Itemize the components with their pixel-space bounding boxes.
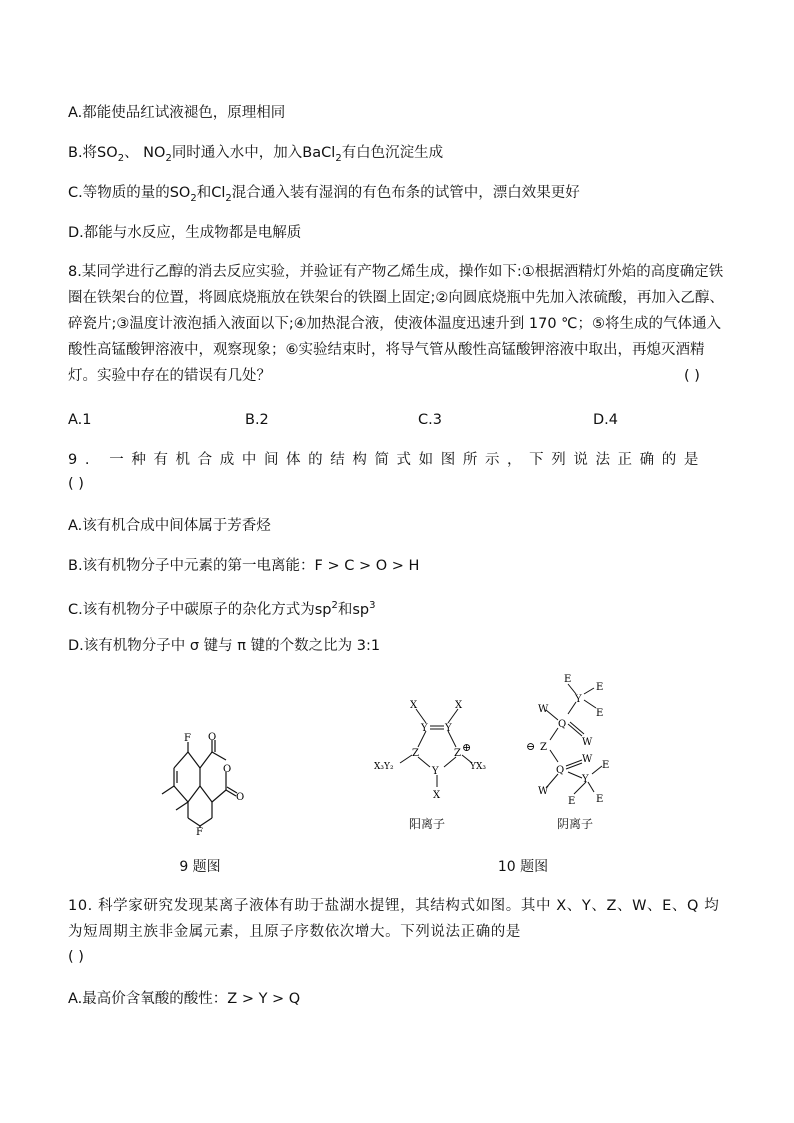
q9-option-b: B.该有机物分子中元素的第一电离能：F > C > O > H — [68, 558, 420, 574]
cation-atom-y3: Y — [432, 766, 439, 777]
figure-10-caption: 10 题图 — [497, 859, 549, 875]
fig9-atom-f-bottom: F — [196, 827, 203, 835]
anion-atom-e4: E — [602, 760, 610, 771]
fig9-atom-o1: O — [208, 732, 217, 743]
anion-atom-z: Z — [540, 742, 547, 753]
q10-stem: 10. 科学家研究发现某离子液体有助于盐湖水提锂，其结构式如图。其中 X、Y、Z、W、E、Q 均为短周期主族非金属元素，且原子序数依次增大。下列说法正确的是 — [68, 898, 720, 940]
cation-atom-z1: Z — [412, 748, 419, 759]
cation-atom-x3: X — [433, 790, 441, 801]
q7-option-c: C.等物质的量的$SO_2$和$Cl_2$混合通入装有湿润的有色布条的试管中，漂白效果更好 — [68, 185, 580, 204]
figure-10-cation — [370, 695, 500, 825]
anion-atom-w2: W — [582, 737, 593, 748]
cation-atom-x1: X — [410, 700, 418, 711]
q8-option-c: C.3 — [418, 412, 442, 428]
fig9-atom-o2: O — [223, 764, 232, 775]
fig9-atom-o3: O — [236, 792, 245, 803]
q9-option-d: D.该有机物分子中 σ 键与 π 键的个数之比为 3:1 — [68, 638, 381, 654]
cation-atom-y2: Y — [445, 723, 452, 734]
q9-answer-paren: ( ) — [68, 476, 84, 492]
q8-stem: 8.某同学进行乙醇的消去反应实验，并验证有产物乙烯生成，操作如下:①根据酒精灯外焰的高度确定铁圈在铁架台的位置，将圆底烧瓶放在铁架台的铁圈上固定;②向圆底烧瓶中先加入浓硫酸，再加入乙醇、碎瓷片;③温度计液泡插入液面以下;④加热混合液，使液体温度迅速升到 170 ℃；⑤将生成的气体通入酸性高锰酸钾溶液中，观察现象；⑥实验结束时，将导气管从酸性高锰酸钾溶液中取出，再熄灭酒精灯。实验中存在的错误有几处？ — [68, 264, 724, 384]
cation-atom-x2: X — [455, 700, 463, 711]
cation-label: 阳离子 — [408, 817, 445, 831]
cation-right-substituent: YX₃ — [470, 762, 486, 772]
anion-atom-q2: Q — [556, 765, 565, 776]
q8-option-b: B.2 — [245, 412, 269, 428]
anion-minus-icon: ⊖ — [526, 740, 536, 753]
anion-atom-y1: Y — [575, 694, 582, 705]
q7-option-a: A.都能使品红试液褪色，原理相同 — [68, 105, 286, 121]
anion-atom-w3: W — [582, 754, 593, 765]
q9-option-a: A.该有机合成中间体属于芳香烃 — [68, 518, 271, 534]
anion-atom-e1: E — [564, 674, 572, 685]
q8-answer-paren: ( ) — [684, 368, 700, 384]
q8-option-d: D.4 — [593, 412, 618, 428]
figure-9-caption: 9 题图 — [179, 859, 221, 875]
cation-atom-y1: Y — [421, 723, 428, 734]
cation-left-substituent: X₃Y₂ — [374, 762, 394, 772]
anion-atom-e6: E — [568, 796, 576, 807]
anion-atom-e5: E — [596, 794, 604, 805]
anion-atom-w4: W — [538, 786, 549, 797]
cation-plus-icon: ⊕ — [462, 741, 472, 754]
q7-option-b: B.将$SO_2$、 $NO_2$同时通入水中，加入BaCl$_2$有白色沉淀生成 — [68, 145, 444, 164]
q9-option-c: C.该有机物分子中碳原子的杂化方式为$sp^2$和$sp^3$ — [68, 600, 376, 618]
figure-10-anion — [520, 670, 630, 810]
anion-atom-e2: E — [596, 682, 604, 693]
cation-atom-z2: Z — [454, 748, 461, 759]
anion-atom-w1: W — [538, 704, 549, 715]
fig9-atom-f-top: F — [184, 733, 191, 744]
q8-option-a: A.1 — [68, 412, 92, 428]
anion-label: 阴离子 — [556, 817, 593, 831]
figure-9-structure — [150, 730, 260, 835]
q10-answer-paren: ( ) — [68, 949, 84, 965]
anion-atom-y2: Y — [582, 774, 589, 785]
q10-option-a: A.最高价含氧酸的酸性：Z > Y > Q — [68, 991, 301, 1007]
anion-atom-q1: Q — [558, 719, 567, 730]
q7-option-d: D.都能与水反应，生成物都是电解质 — [68, 225, 302, 241]
anion-atom-e3: E — [596, 708, 604, 719]
q9-stem: 9. 一种有机合成中间体的结构简式如图所示，下列说法正确的是 — [68, 452, 706, 468]
